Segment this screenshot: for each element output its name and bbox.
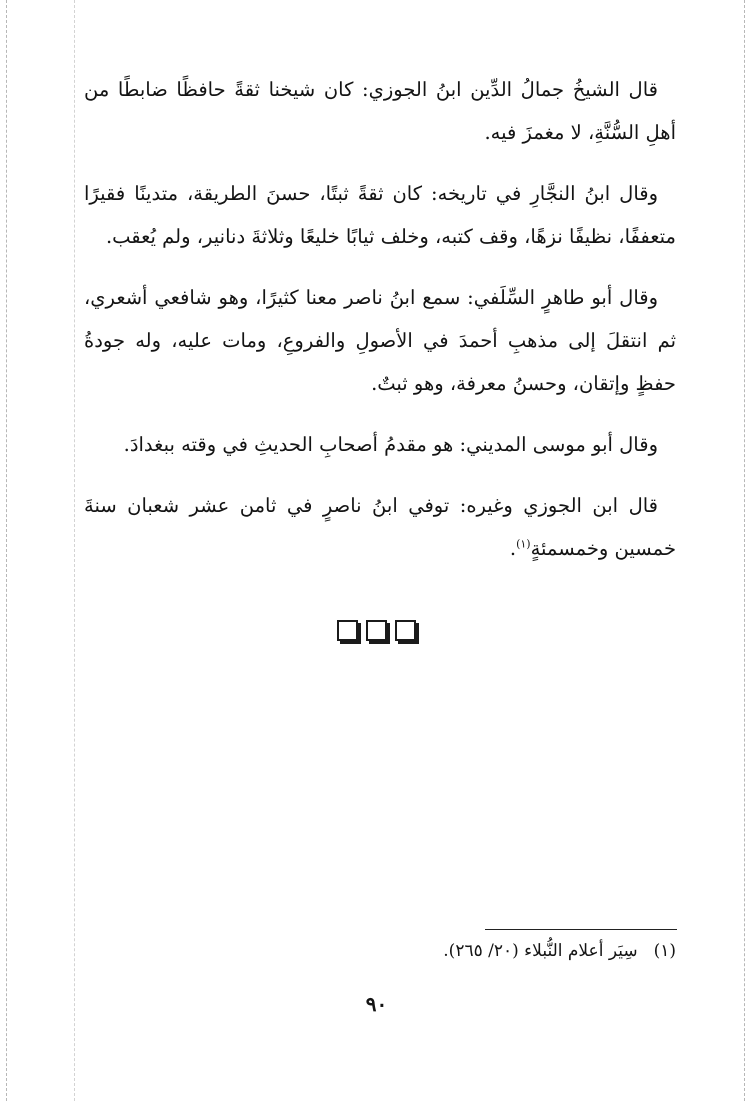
- death-date-text: قال ابن الجوزي وغيره: توفي ابنُ ناصرٍ في ثامن عشر شعبان سنةَ خمسين وخمسمئةٍ: [84, 494, 676, 560]
- page-edge-right: [744, 0, 745, 1101]
- separator-box-icon: [366, 620, 387, 641]
- paragraph-ibn-najjar: وقال ابنُ النجَّارِ في تاريخه: كان ثقةً ثبتًا، حسنَ الطريقة، متدينًا فقيرًا متعففًا، نظيفًا نزهًا، وقف كتبه، وخلف ثيابًا خليعًا وثلاثةَ دنانير، ولم يُعقب.: [84, 182, 676, 248]
- section-separator: [0, 620, 753, 641]
- separator-box-icon: [395, 620, 416, 641]
- page-edge-inner: [74, 0, 75, 1101]
- paragraph-madini: وقال أبو موسى المديني: هو مقدمُ أصحابِ الحديثِ في وقته ببغدادَ.: [123, 433, 658, 456]
- footnote: [300, 936, 676, 966]
- separator-box-icon: [337, 620, 358, 641]
- footnote-reference: (١): [516, 537, 531, 551]
- page-edge-left: [6, 0, 7, 1101]
- page-number: ٩٠: [365, 992, 388, 1016]
- paragraph-end-period: .: [509, 537, 517, 560]
- footnote-divider: [485, 929, 677, 930]
- paragraph-silafi: وقال أبو طاهرٍ السِّلَفي: سمع ابنُ ناصر معنا كثيرًا، وهو شافعي أشعري، ثم انتقلَ إلى مذهبِ أحمدَ في الأصولِ والفروعِ، ومات عليه، وله جودةُ حفظٍ وإتقان، وحسنُ معرفة، وهو ثبتٌ.: [84, 286, 676, 395]
- main-text: [84, 68, 676, 588]
- footnote-text: سِيَر أعلام النُّبلاء (٢٠/ ٢٦٥).: [443, 941, 638, 961]
- footnote-number: (١): [653, 941, 676, 961]
- paragraph-death-date: [84, 484, 676, 570]
- paragraph-ibn-jawzi: قال الشيخُ جمالُ الدِّين ابنُ الجوزي: كان شيخنا ثقةً حافظًا ضابطًا من أهلِ السُّنَّةِ، لا مغمزَ فيه.: [84, 78, 676, 144]
